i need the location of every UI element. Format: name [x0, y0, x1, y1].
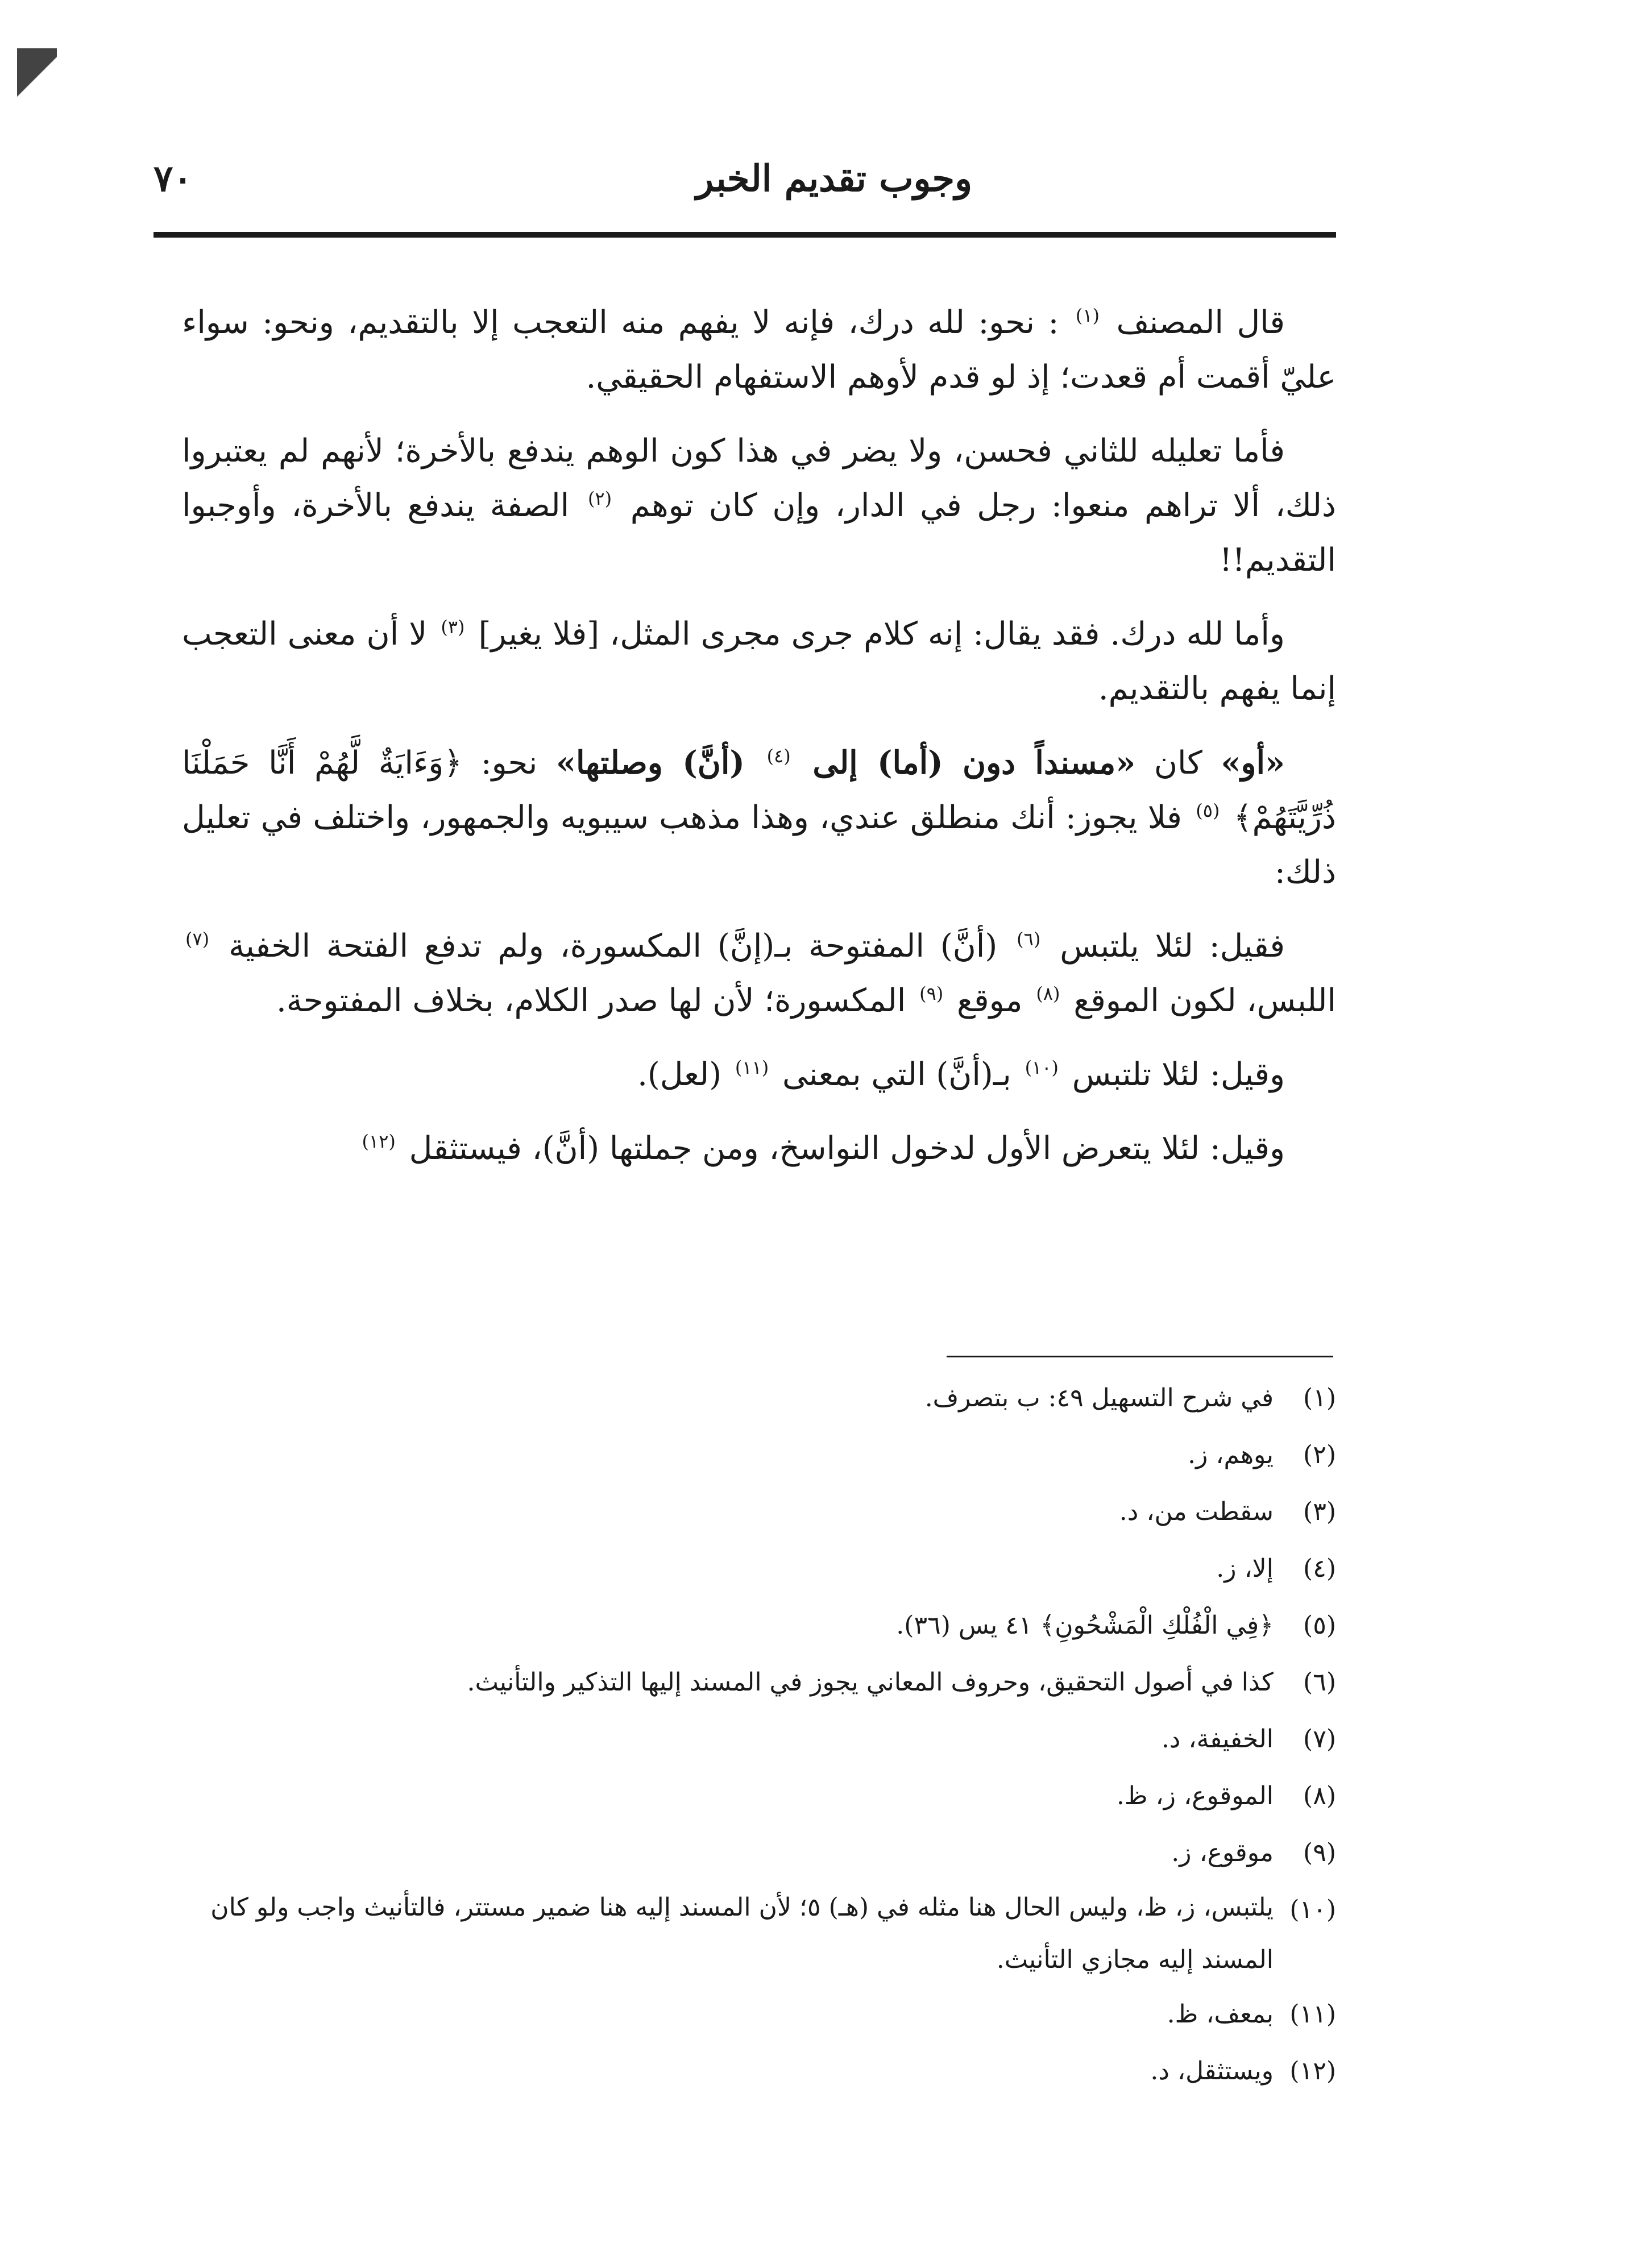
text-span: موقع — [957, 982, 1023, 1019]
page-header — [154, 142, 1336, 210]
page-number: ٧٠ — [154, 157, 193, 200]
footnote-text: كذا في أصول التحقيق، وحروف المعاني يجوز في المسند إليها التذكير والتأنيث. — [467, 1668, 1274, 1697]
footnote-text: سقطت من، د. — [1119, 1497, 1274, 1526]
footnote-text: الموقوع، ز، ظ. — [1116, 1781, 1274, 1810]
text-span: : نحو: لله درك، فإنه لا يفهم منه التعجب إلا بالتقديم، ونحو: سواء عليّ أقمت أم قعدت؛ إذ لو قدم لأوهم الاستفهام الحقيقي. — [182, 304, 1336, 396]
footnote-number: (٣) — [1303, 1497, 1336, 1526]
paragraph-5 — [182, 919, 1336, 1028]
footnote — [171, 1484, 1336, 1540]
text-span: الصفة يندفع بالأخرة، وأوجبوا التقديم!! — [182, 487, 1336, 579]
text-span: فأما تعليله للثاني فحسن، ولا يضر في هذا كون الوهم يندفع بالأخرة؛ لأنهم لم يعتبروا ذلك، ألا تراهم منعوا: رجل في الدار، وإن كان توهم — [182, 433, 1336, 524]
paragraph-6 — [182, 1048, 1336, 1102]
main-text — [182, 296, 1336, 1195]
text-span: بـ(أنَّ) التي بمعنى — [782, 1056, 1011, 1093]
matn-text: «مسنداً دون (أما) إلى — [812, 744, 1136, 782]
text-span: كان — [1154, 745, 1202, 782]
paragraph-1 — [182, 296, 1336, 405]
footnote-number: (٦) — [1303, 1668, 1336, 1697]
footnote-ref: (٥) — [1196, 800, 1220, 822]
footnote — [171, 1597, 1336, 1654]
matn-text: «أو» — [1221, 744, 1285, 782]
footnote-number: (٢) — [1303, 1440, 1336, 1469]
footnote-text: إلا، ز. — [1216, 1554, 1274, 1583]
matn-text: (أنَّ) وصلتها» — [555, 744, 745, 782]
footnote — [171, 1881, 1336, 1986]
quran-quote: نحو: ﴿وَءَايَةٌ لَّهُمْ أَنَّا حَمَلْنَا ذُرِّيَّتَهُمْ﴾ — [182, 745, 1336, 836]
footnote-number: (٩) — [1303, 1838, 1336, 1867]
footnote-number: (٤) — [1303, 1554, 1336, 1583]
footnote — [171, 1427, 1336, 1484]
paragraph-7 — [182, 1121, 1336, 1176]
footnote-ref: (١) — [1075, 305, 1100, 327]
footnote-number: (٥) — [1303, 1611, 1336, 1640]
footnote — [171, 1768, 1336, 1825]
text-span: اللبس، لكون الموقع — [1073, 982, 1336, 1019]
footnote-ref: (٦) — [1017, 928, 1041, 950]
header-rule — [154, 232, 1336, 238]
paragraph-2 — [182, 424, 1336, 588]
text-span: (لعل). — [637, 1056, 722, 1093]
text-span: وقيل: لئلا يتعرض الأول لدخول النواسخ، ومن جملتها (أنَّ)، فيستثقل — [409, 1130, 1285, 1167]
paragraph-3 — [182, 607, 1336, 716]
running-title: وجوب تقديم الخبر — [696, 157, 972, 200]
text-span: قال المصنف — [1116, 304, 1285, 341]
footnote-ref: (١١) — [735, 1057, 769, 1079]
footnote-number: (١) — [1303, 1384, 1336, 1413]
text-span: لا أن معنى التعجب إنما يفهم بالتقديم. — [182, 616, 1336, 707]
text-span: فقيل: لئلا يلتبس — [1060, 928, 1285, 965]
footnote-ref: (٩) — [919, 983, 944, 1005]
footnote-text: الخفيفة، د. — [1161, 1725, 1274, 1754]
footnote — [171, 2043, 1336, 2100]
footnote — [171, 1825, 1336, 1881]
footnote — [171, 1711, 1336, 1768]
footnotes — [171, 1370, 1336, 2100]
footnote-number: (١١) — [1289, 2000, 1336, 2029]
footnote-text: ﴿فِي الْفُلْكِ الْمَشْحُونِ﴾ ٤١ يس (٣٦). — [896, 1611, 1274, 1640]
footnote-text: ويستثقل، د. — [1150, 2057, 1274, 2086]
footnote-number: (٨) — [1303, 1781, 1336, 1810]
text-span: فلا يجوز: أنك منطلق عندي، وهذا مذهب سيبويه والجمهور، واختلف في تعليل ذلك: — [182, 799, 1336, 891]
footnote-text: يلتبس، ز، ظ، وليس الحال هنا مثله في (هـ) ٥؛ لأن المسند إليه هنا ضمير مستتر، فالتأنيث واجب ولو كان المسند إليه مجازي التأنيث. — [210, 1893, 1274, 1974]
footnote-number: (١٠) — [1289, 1895, 1336, 1924]
footnote-ref: (٣) — [441, 616, 465, 638]
text-span: وأما لله درك. فقد يقال: إنه كلام جرى مجرى المثل، [فلا يغير] — [478, 616, 1285, 653]
footnote-ref: (٧) — [185, 928, 210, 950]
footnote-separator — [947, 1356, 1333, 1357]
footnote-ref: (١٠) — [1025, 1057, 1059, 1079]
footnote-number: (٧) — [1303, 1725, 1336, 1754]
footnote-ref: (٤) — [766, 745, 791, 767]
footnote-text: موقوع، ز. — [1171, 1838, 1274, 1867]
scan-corner-mark — [17, 48, 57, 145]
footnote-ref: (٢) — [587, 488, 612, 510]
footnote-number: (١٢) — [1289, 2057, 1336, 2086]
text-span: المكسورة؛ لأن لها صدر الكلام، بخلاف المفتوحة. — [276, 982, 906, 1019]
footnote-ref: (٨) — [1036, 983, 1060, 1005]
footnote — [171, 1654, 1336, 1711]
footnote — [171, 1986, 1336, 2043]
footnote-text: بمعف، ظ. — [1167, 2000, 1274, 2029]
text-span: وقيل: لئلا تلتبس — [1072, 1056, 1285, 1093]
footnote-text: يوهم، ز. — [1188, 1440, 1274, 1469]
text-span: (أنَّ) المفتوحة بـ(إنَّ) المكسورة، ولم تدفع الفتحة الخفية — [229, 928, 998, 965]
footnote-ref: (١٢) — [362, 1131, 396, 1153]
paragraph-4 — [182, 736, 1336, 900]
footnote — [171, 1370, 1336, 1427]
footnote-text: في شرح التسهيل ٤٩: ب بتصرف. — [924, 1384, 1274, 1413]
footnote — [171, 1540, 1336, 1597]
